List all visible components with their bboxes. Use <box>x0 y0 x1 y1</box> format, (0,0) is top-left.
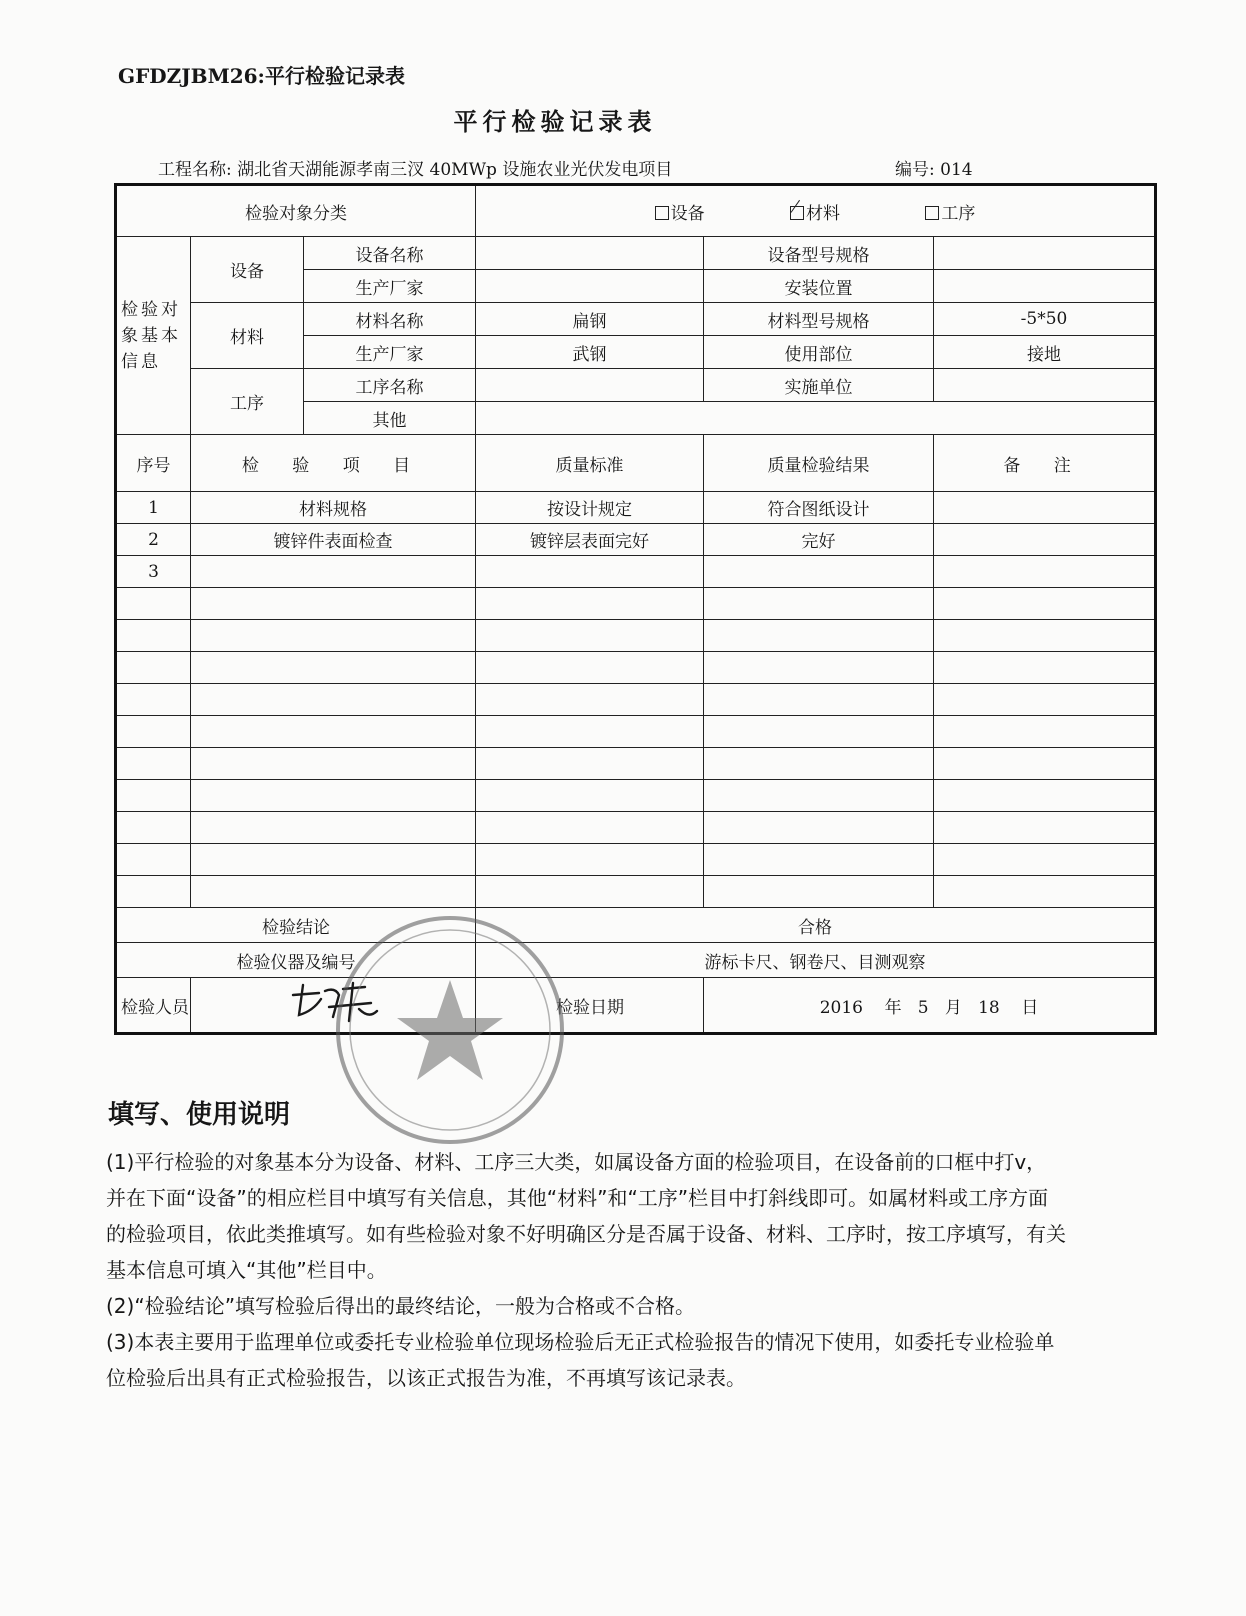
date-day: 18 <box>978 997 1000 1018</box>
item-result <box>704 588 934 620</box>
equipment-maker-label: 生产厂家 <box>304 270 476 303</box>
date-year: 2016 <box>819 997 863 1018</box>
material-usage-value: 接地 <box>934 336 1156 369</box>
item-seq <box>116 812 191 844</box>
item-standard <box>476 588 704 620</box>
material-name-value: 扁钢 <box>476 303 704 336</box>
item-result: 符合图纸设计 <box>704 492 934 524</box>
item-name <box>191 716 476 748</box>
process-section-label: 工序 <box>191 369 304 435</box>
item-name <box>191 812 476 844</box>
table-row <box>116 684 1156 716</box>
process-unit-value <box>934 369 1156 402</box>
process-unit-label: 实施单位 <box>704 369 934 402</box>
item-remark <box>934 876 1156 908</box>
serial-number <box>895 155 973 180</box>
inspector-label: 检验人员 <box>116 978 191 1034</box>
table-row <box>116 620 1156 652</box>
instructions-body <box>106 1144 1066 1396</box>
item-seq: 2 <box>116 524 191 556</box>
item-result <box>704 620 934 652</box>
item-seq <box>116 620 191 652</box>
item-standard <box>476 716 704 748</box>
item-name <box>191 620 476 652</box>
inspection-date <box>704 978 1156 1034</box>
checked-checkbox-icon[interactable] <box>790 206 804 220</box>
instruments-value: 游标卡尺、钢卷尺、目测观察 <box>476 943 1156 978</box>
category-options <box>476 185 1156 237</box>
column-header-seq: 序号 <box>116 435 191 492</box>
item-standard <box>476 620 704 652</box>
item-remark <box>934 844 1156 876</box>
table-row <box>116 588 1156 620</box>
item-seq <box>116 844 191 876</box>
items-header-row <box>116 435 1156 492</box>
item-name <box>191 588 476 620</box>
item-seq <box>116 780 191 812</box>
item-name <box>191 876 476 908</box>
item-name <box>191 652 476 684</box>
project-name: 湖北省天湖能源孝南三汊 40MWp 设施农业光伏发电项目 <box>237 160 673 180</box>
table-row <box>116 748 1156 780</box>
items-body <box>116 492 1156 908</box>
table-row <box>116 780 1156 812</box>
item-remark <box>934 652 1156 684</box>
instruction-paragraph: (3)本表主要用于监理单位或委托专业检验单位现场检验后无正式检验报告的情况下使用，如委托专业检验单位检验后出具有正式检验报告，以该正式报告为准，不再填写该记录表。 <box>106 1330 1055 1390</box>
equipment-model-value <box>934 237 1156 270</box>
conclusion-label: 检验结论 <box>116 908 476 943</box>
item-remark <box>934 684 1156 716</box>
item-standard <box>476 748 704 780</box>
item-remark <box>934 716 1156 748</box>
item-result <box>704 716 934 748</box>
item-name <box>191 556 476 588</box>
checkbox-icon[interactable] <box>925 206 939 220</box>
category-option-equipment[interactable] <box>655 199 705 224</box>
item-standard: 按设计规定 <box>476 492 704 524</box>
item-standard <box>476 684 704 716</box>
item-seq: 1 <box>116 492 191 524</box>
option-label: 工序 <box>941 203 976 224</box>
category-row <box>116 185 1156 237</box>
instructions-title: 填写、使用说明 <box>108 1100 291 1130</box>
option-label: 设备 <box>670 203 705 224</box>
equipment-maker-value <box>476 270 704 303</box>
table-row <box>116 812 1156 844</box>
material-maker-label: 生产厂家 <box>304 336 476 369</box>
item-seq: 3 <box>116 556 191 588</box>
column-header-remark: 备 注 <box>934 435 1156 492</box>
item-seq <box>116 652 191 684</box>
table-row <box>116 492 1156 524</box>
table-row <box>116 524 1156 556</box>
item-result <box>704 748 934 780</box>
item-remark <box>934 492 1156 524</box>
item-remark <box>934 780 1156 812</box>
item-remark <box>934 556 1156 588</box>
table-row <box>116 556 1156 588</box>
process-other-value <box>476 402 1156 435</box>
instruments-row <box>116 943 1156 978</box>
item-result <box>704 876 934 908</box>
day-unit: 日 <box>1021 997 1039 1018</box>
item-standard <box>476 556 704 588</box>
material-usage-label: 使用部位 <box>704 336 934 369</box>
process-name-label: 工序名称 <box>304 369 476 402</box>
option-label: 材料 <box>806 203 841 224</box>
item-remark <box>934 620 1156 652</box>
item-name <box>191 844 476 876</box>
equipment-model-label: 设备型号规格 <box>704 237 934 270</box>
serial-label: 编号: <box>895 160 935 180</box>
signature-row <box>116 978 1156 1034</box>
item-seq <box>116 876 191 908</box>
material-model-label: 材料型号规格 <box>704 303 934 336</box>
item-standard <box>476 876 704 908</box>
year-unit: 年 <box>884 997 902 1018</box>
table-row <box>116 716 1156 748</box>
project-line <box>158 155 672 180</box>
document-title: 平行检验记录表 <box>453 107 657 136</box>
column-header-standard: 质量标准 <box>476 435 704 492</box>
equipment-section-label: 设备 <box>191 237 304 303</box>
item-remark <box>934 812 1156 844</box>
equipment-location-value <box>934 270 1156 303</box>
item-standard <box>476 812 704 844</box>
project-label: 工程名称: <box>158 160 232 180</box>
handwritten-signature <box>273 981 393 1025</box>
equipment-name-label: 设备名称 <box>304 237 476 270</box>
material-section-label: 材料 <box>191 303 304 369</box>
instruments-label: 检验仪器及编号 <box>116 943 476 978</box>
basic-info-label: 检验对象基本信息 <box>116 237 191 435</box>
conclusion-value: 合格 <box>476 908 1156 943</box>
item-result <box>704 780 934 812</box>
equipment-name-value <box>476 237 704 270</box>
item-result: 完好 <box>704 524 934 556</box>
item-seq <box>116 588 191 620</box>
item-result <box>704 684 934 716</box>
equipment-location-label: 安装位置 <box>704 270 934 303</box>
item-name <box>191 780 476 812</box>
item-standard <box>476 652 704 684</box>
item-seq <box>116 684 191 716</box>
item-name <box>191 684 476 716</box>
material-maker-value: 武钢 <box>476 336 704 369</box>
item-result <box>704 812 934 844</box>
date-month: 5 <box>917 997 929 1018</box>
category-option-process[interactable] <box>925 199 975 224</box>
document-code: GFDZJBM26:平行检验记录表 <box>118 64 405 88</box>
inspector-signature-cell <box>191 978 476 1034</box>
serial-value: 014 <box>940 160 973 180</box>
conclusion-row <box>116 908 1156 943</box>
date-label: 检验日期 <box>476 978 704 1034</box>
column-header-item: 检 验 项 目 <box>191 435 476 492</box>
table-row <box>116 844 1156 876</box>
table-row <box>116 652 1156 684</box>
item-result <box>704 844 934 876</box>
instruction-paragraph: (2)“检验结论”填写检验后得出的最终结论，一般为合格或不合格。 <box>106 1294 696 1318</box>
item-standard <box>476 844 704 876</box>
instruction-paragraph: (1)平行检验的对象基本分为设备、材料、工序三大类，如属设备方面的检验项目，在设备前的口框中打v，并在下面“设备”的相应栏目中填写有关信息，其他“材料”和“工序”栏目中打斜线即可。如属材料或工序方面的检验项目，依此类推填写。如有些检验对象不好明确区分是否属于设备、材料、工序时，按工序填写，有关基本信息可填入“其他”栏目中。 <box>106 1150 1066 1282</box>
inspection-form <box>114 183 1157 1035</box>
item-remark <box>934 748 1156 780</box>
item-result <box>704 652 934 684</box>
column-header-result: 质量检验结果 <box>704 435 934 492</box>
process-name-value <box>476 369 704 402</box>
item-standard: 镀锌层表面完好 <box>476 524 704 556</box>
process-other-label: 其他 <box>304 402 476 435</box>
month-unit: 月 <box>944 997 962 1018</box>
item-name <box>191 748 476 780</box>
item-remark <box>934 524 1156 556</box>
material-name-label: 材料名称 <box>304 303 476 336</box>
material-model-value: -5*50 <box>934 303 1156 336</box>
item-seq <box>116 748 191 780</box>
item-standard <box>476 780 704 812</box>
category-label: 检验对象分类 <box>116 185 476 237</box>
item-name: 材料规格 <box>191 492 476 524</box>
item-name: 镀锌件表面检查 <box>191 524 476 556</box>
category-option-material[interactable] <box>790 199 840 224</box>
item-seq <box>116 716 191 748</box>
item-result <box>704 556 934 588</box>
checkbox-icon[interactable] <box>655 206 669 220</box>
item-remark <box>934 588 1156 620</box>
table-row <box>116 876 1156 908</box>
